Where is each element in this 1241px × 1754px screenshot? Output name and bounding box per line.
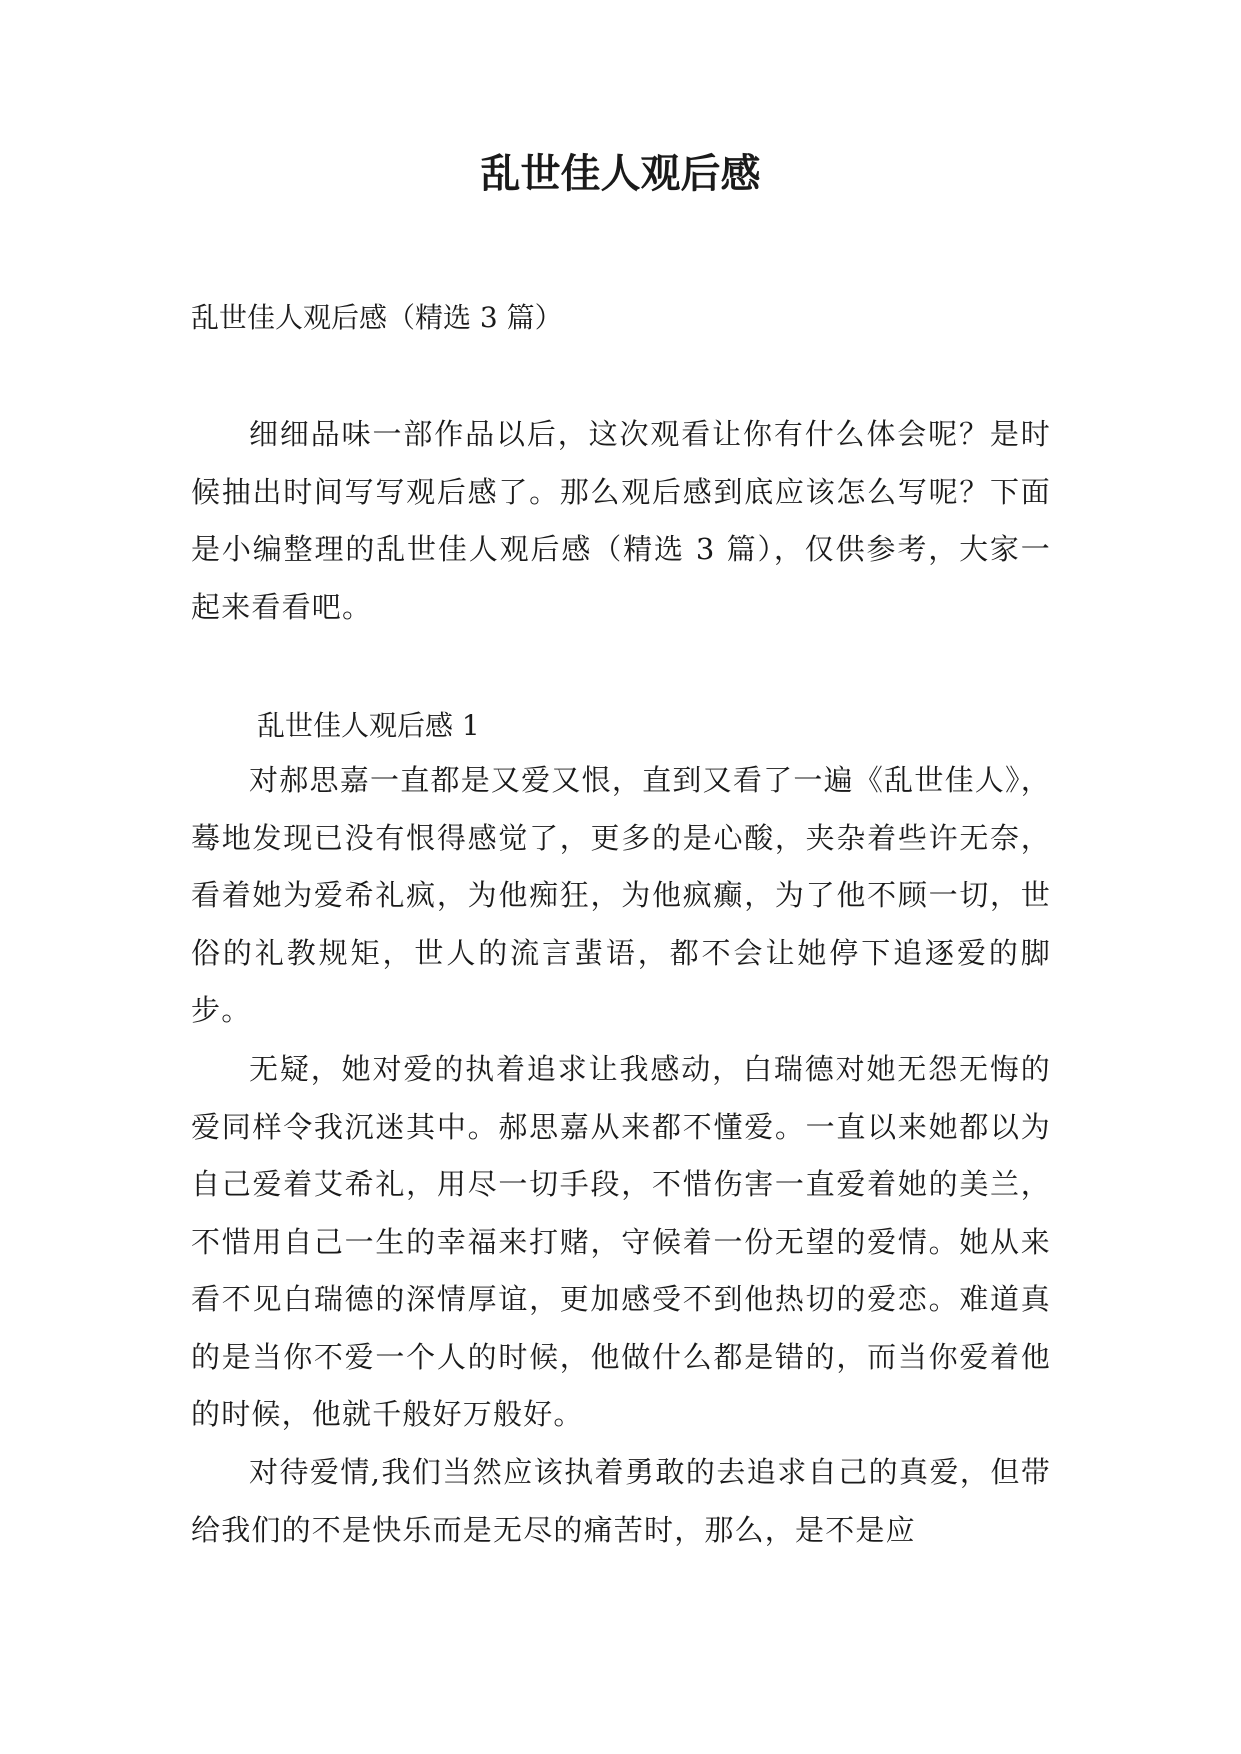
body-paragraph-2: 无疑，她对爱的执着追求让我感动，白瑞德对她无怨无悔的爱同样令我沉迷其中。郝思嘉从来都不懂爱。一直以来她都以为自己爱着艾希礼，用尽一切手段，不惜伤害一直爱着她的美兰，不惜用自己一生的幸福来打赌，守候着一份无望的爱情。她从来看不见白瑞德的深情厚谊，更加感受不到他热切的爱恋。难道真的是当你不爱一个人的时候，他做什么都是错的，而当你爱着他的时候，他就千般好万般好。 <box>191 1052 1051 1431</box>
intro-paragraph: 细细品味一部作品以后，这次观看让你有什么体会呢？是时候抽出时间写写观后感了。那么观后感到底应该怎么写呢？下面是小编整理的乱世佳人观后感（精选 3 篇），仅供参考，大家一起来看看吧。 <box>191 417 1051 624</box>
body-paragraph-1: 对郝思嘉一直都是又爱又恨，直到又看了一遍《乱世佳人》，蓦地发现已没有恨得感觉了，更多的是心酸，夹杂着些许无奈，看着她为爱希礼疯，为他痴狂，为他疯癫，为了他不顾一切，世俗的礼教规矩，世人的流言蜚语，都不会让她停下追逐爱的脚步。 <box>191 763 1051 1027</box>
document-title: 乱世佳人观后感 <box>480 150 761 197</box>
section-heading: 乱世佳人观后感 1 <box>257 709 480 742</box>
body-paragraph-3: 对待爱情,我们当然应该执着勇敢的去追求自己的真爱，但带给我们的不是快乐而是无尽的痛苦时，那么，是不是应 <box>191 1455 1051 1547</box>
document-subtitle: 乱世佳人观后感（精选 3 篇） <box>191 301 563 334</box>
